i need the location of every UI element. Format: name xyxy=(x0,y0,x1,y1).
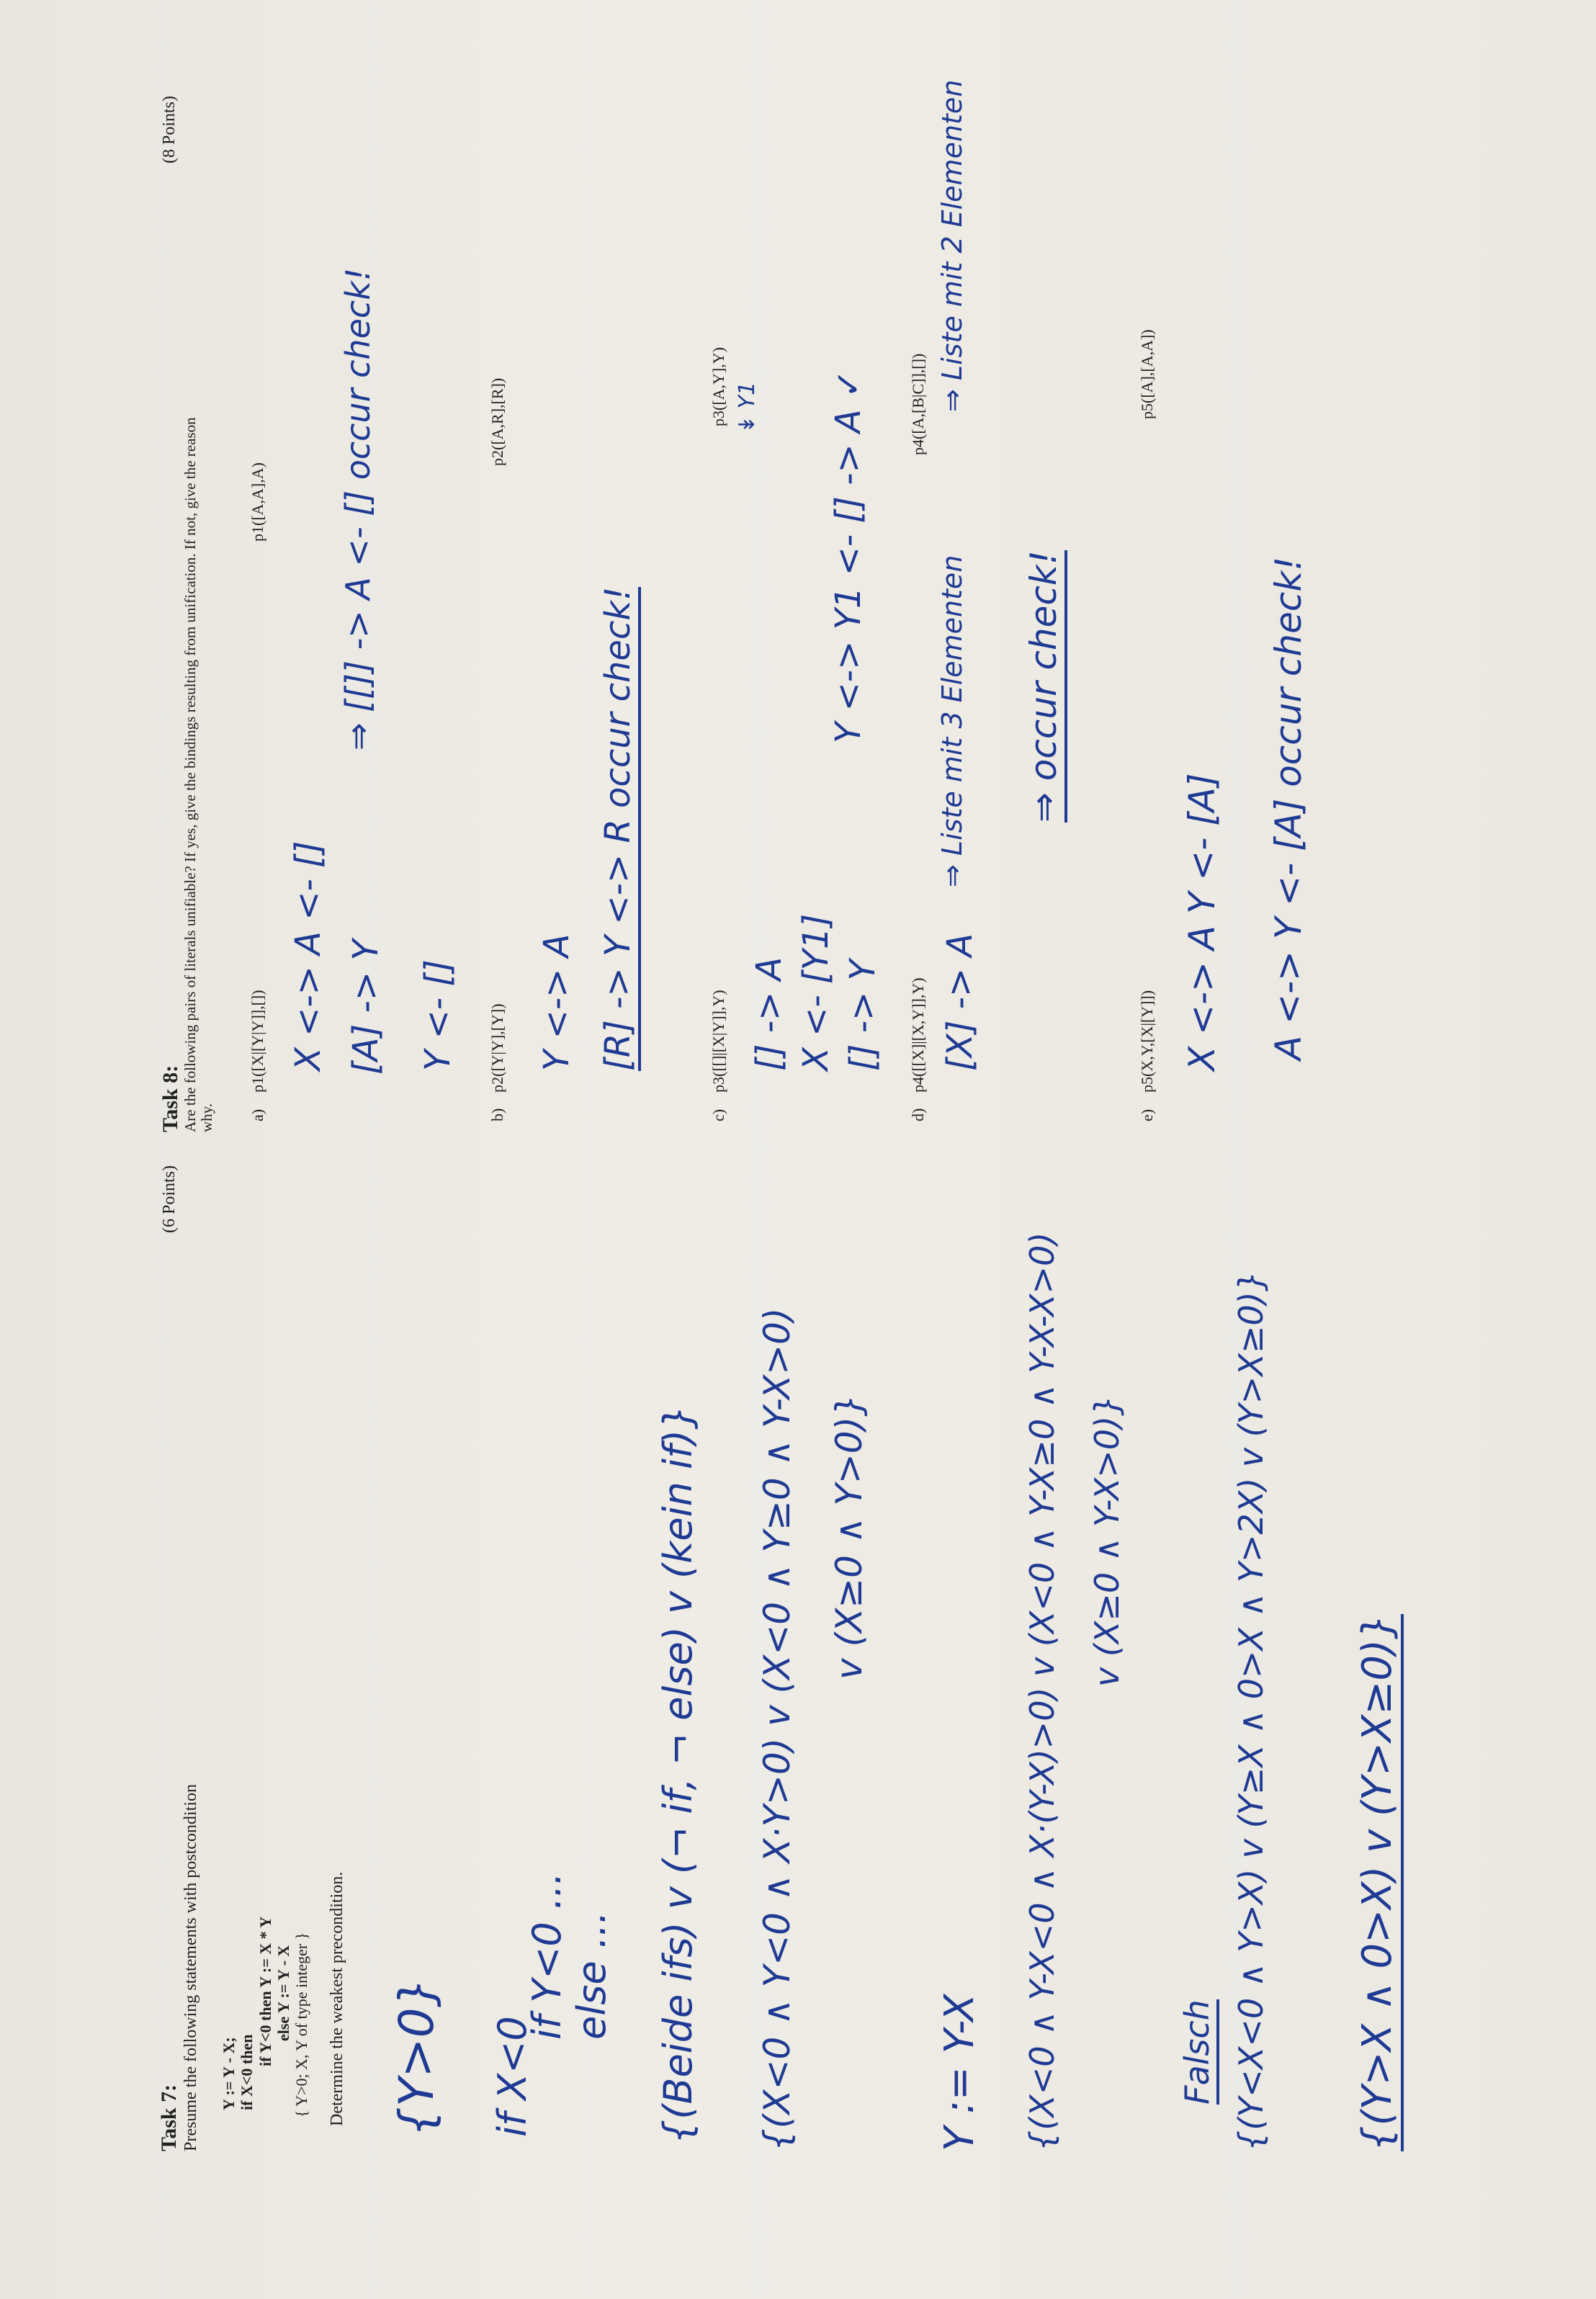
task8-intro: why. xyxy=(198,1103,215,1132)
hw-postcondition: {Y>0} xyxy=(389,1977,444,2137)
item-right: p4([A,[B|C]],[]) xyxy=(909,353,927,455)
item-label: d) xyxy=(909,1108,927,1121)
hw-e: A <-> Y <- [A] occur check! xyxy=(1268,556,1309,1060)
hw-c: Y <-> Y1 <- [] -> A ✓ xyxy=(828,369,869,743)
item-left: p1([X|[Y|Y]],[]) xyxy=(248,990,266,1093)
item-left: p3([[]|[X|Y]],Y) xyxy=(709,990,727,1093)
hw-step1: v (X≥0 ∧ Y>0)} xyxy=(828,1394,870,1680)
hw-result: {(Y>X ∧ 0>X) v (Y>X≥0)} xyxy=(1354,1614,1404,2151)
hw-d: ⇒ Liste mit 2 Elementen xyxy=(936,79,968,412)
hw-d: ⇒ Liste mit 3 Elementen xyxy=(936,555,968,887)
hw-c: [] -> Y xyxy=(843,959,883,1071)
task7-points: (6 Points) xyxy=(160,1165,179,1233)
hw-assign: Y := Y-X xyxy=(936,1994,983,2151)
item-left: p2([Y|Y],[Y]) xyxy=(488,1003,506,1093)
hw-if-inner: if Y<0 ... xyxy=(524,1872,570,2040)
hw-a: [A] -> Y xyxy=(346,939,386,1075)
hw-d-occur: ⇒ occur check! xyxy=(1023,550,1067,823)
hw-a-occur: ⇒ [[]] -> A <- [] occur check! xyxy=(339,267,377,750)
hw-step1: {(X<0 ∧ Y<0 ∧ X·Y>0) v (X<0 ∧ Y≥0 ∧ Y-X>0) xyxy=(756,1307,798,2151)
code-line: else Y := Y - X xyxy=(274,1945,292,2041)
item-label: e) xyxy=(1138,1108,1156,1121)
hw-step2: v (X≥0 ∧ Y-X>0)} xyxy=(1088,1394,1126,1687)
hw-falsch: Falsch xyxy=(1178,1999,1219,2105)
hw-step2: {(X<0 ∧ Y-X<0 ∧ X·(Y-X)>0) v (X<0 ∧ Y-X≥0 ∧ Y-X-X>0) xyxy=(1023,1232,1062,2151)
task7-title: Task 7: xyxy=(157,2084,181,2151)
code-line: if X<0 then xyxy=(238,2034,256,2110)
hw-if-outer: if X<0 xyxy=(490,2016,535,2137)
hw-a: X <-> A <- [] xyxy=(288,841,328,1071)
code-line: if Y<0 then Y := X * Y xyxy=(256,1916,274,2066)
item-right: p5([A],[A,A]) xyxy=(1138,329,1156,419)
code-line: Y := Y - X; xyxy=(220,2037,238,2110)
hw-b-occur: [R] -> Y <-> R occur check! xyxy=(598,587,641,1071)
hw-c: X <- [Y1] xyxy=(796,913,836,1071)
task8-intro: Are the following pairs of literals unifiable? If yes, give the bindings resulting from unification. If not, give the reason xyxy=(181,417,199,1132)
hw-else: else ... xyxy=(569,1911,614,2040)
hw-e: X <-> A Y <- [A] xyxy=(1181,773,1223,1071)
hw-c: [] -> A xyxy=(749,956,789,1071)
hw-b: Y <- [] xyxy=(418,959,458,1071)
item-right: p2([A,R],[R]) xyxy=(488,377,506,466)
item-left: p4([[X]|[X,Y]],Y) xyxy=(909,977,927,1093)
item-right: p3([A,Y],Y) xyxy=(709,347,727,426)
task7-assumption: { Y>0; X, Y of type integer } xyxy=(292,1932,310,2118)
item-right: p1([A,A],A) xyxy=(248,462,266,542)
item-left: p5(X,Y,[X|[Y]]) xyxy=(1138,990,1156,1093)
task8-points: (8 Points) xyxy=(160,95,179,163)
item-label: c) xyxy=(709,1108,727,1121)
item-label: a) xyxy=(248,1108,266,1121)
task8-title: Task 8: xyxy=(158,1065,182,1132)
task7-question: Determine the weakest precondition. xyxy=(328,1871,346,2126)
hw-c: ↡ Y1 xyxy=(735,381,760,434)
hw-d: [X] -> A xyxy=(940,933,980,1071)
hw-b: Y <-> A xyxy=(537,933,577,1071)
item-label: b) xyxy=(488,1108,506,1121)
hw-both-ifs: {(Beide ifs) v (¬ if, ¬ else) v (kein if)} xyxy=(655,1404,701,2144)
task7-intro: Presume the following statements with postcondition xyxy=(181,1784,200,2151)
hw-step3: {(Y<X<0 ∧ Y>X) v (Y≥X ∧ 0>X ∧ Y>2X) v (Y>X≥0)} xyxy=(1232,1270,1270,2151)
